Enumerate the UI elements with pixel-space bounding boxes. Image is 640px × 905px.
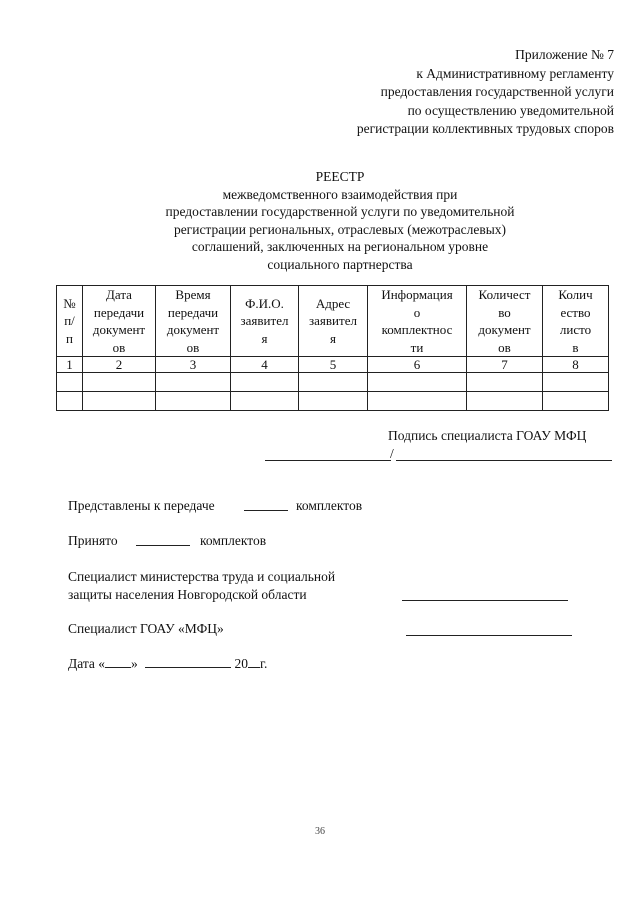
page-number: 36: [315, 826, 325, 837]
signature-blank: [265, 448, 391, 461]
appendix-line: Приложение № 7: [515, 47, 614, 62]
signature-slash: /: [390, 446, 394, 461]
table-cell: [368, 392, 467, 411]
column-number: 2: [83, 357, 156, 373]
appendix-line: регистрации коллективных трудовых споров: [356, 121, 614, 136]
presented-count-blank: [244, 498, 288, 511]
header-cell: Колич ество листо в: [543, 286, 609, 357]
table-cell: [467, 373, 543, 392]
presented-line: [68, 498, 363, 514]
header-cell: Дата передачи документ ов: [83, 286, 156, 357]
title-line: РЕЕСТР: [315, 169, 365, 184]
date-year-suffix: г.: [260, 656, 268, 671]
appendix-line: к Административному регламенту: [416, 65, 614, 81]
column-number: 1: [57, 357, 83, 373]
column-number: 5: [299, 357, 368, 373]
header-cell: № п/ п: [57, 286, 83, 357]
ministry-line: защиты населения Новгородской области: [68, 587, 307, 602]
table-cell: [543, 373, 609, 392]
table-cell: [299, 373, 368, 392]
table-header-row: [57, 286, 609, 357]
presented-unit: комплектов: [296, 498, 363, 513]
table-cell: [299, 392, 368, 411]
mfc-signature-blank: [406, 623, 572, 636]
title-line: соглашений, заключенных на региональном уровне: [191, 239, 489, 254]
date-open-quote: Дата «: [68, 656, 106, 671]
date-day-blank: [105, 667, 131, 668]
accepted-unit: комплектов: [200, 533, 267, 548]
table-cell: [57, 373, 83, 392]
date-close-quote: »: [131, 656, 138, 671]
table-cell: [156, 373, 231, 392]
table-cell: [83, 392, 156, 411]
table-row: [57, 373, 609, 392]
column-number: 6: [368, 357, 467, 373]
document-title: [120, 168, 560, 273]
accepted-line: [68, 533, 267, 549]
appendix-line: предоставления государственной услуги: [380, 84, 614, 99]
date-year-prefix: 20: [234, 656, 249, 671]
ministry-signature-blank: [402, 588, 568, 601]
column-number: 7: [467, 357, 543, 373]
title-line: межведомственного взаимодействия при: [222, 186, 458, 202]
table-number-row: [57, 357, 609, 373]
table-cell: [368, 373, 467, 392]
date-line: [68, 656, 267, 672]
header-cell: Информация о комплектнос ти: [368, 286, 467, 357]
signature-label: Подпись специалиста ГОАУ МФЦ: [388, 428, 587, 443]
appendix-line: по осуществлению уведомительной: [407, 102, 614, 118]
date-year-blank: [248, 667, 260, 668]
presented-text: Представлены к передаче: [68, 498, 215, 513]
table-cell: [543, 392, 609, 411]
ministry-line: Специалист министерства труда и социальной: [68, 569, 336, 584]
date-month-blank: [145, 667, 231, 668]
table-cell: [231, 373, 299, 392]
title-line: регистрации региональных, отраслевых (межотраслевых): [173, 221, 507, 237]
header-cell: Количест во документ ов: [467, 286, 543, 357]
table-cell: [231, 392, 299, 411]
header-cell: Адрес заявител я: [299, 286, 368, 357]
table-cell: [83, 373, 156, 392]
table-cell: [156, 392, 231, 411]
title-line: предоставлении государственной услуги по уведомительной: [165, 204, 515, 219]
ministry-specialist: [68, 568, 335, 604]
column-number: 3: [156, 357, 231, 373]
accepted-text: Принято: [68, 533, 118, 548]
registry-table: [56, 285, 609, 411]
header-cell: Время передачи документ ов: [156, 286, 231, 357]
table-cell: [467, 392, 543, 411]
appendix-header: [357, 46, 614, 139]
table-cell: [57, 392, 83, 411]
column-number: 8: [543, 357, 609, 373]
table-row: [57, 392, 609, 411]
signature-name-blank: [396, 448, 612, 461]
title-line: социального партнерства: [267, 256, 413, 272]
header-cell: Ф.И.О. заявител я: [231, 286, 299, 357]
column-number: 4: [231, 357, 299, 373]
accepted-count-blank: [136, 533, 190, 546]
mfc-specialist: Специалист ГОАУ «МФЦ»: [68, 621, 224, 636]
